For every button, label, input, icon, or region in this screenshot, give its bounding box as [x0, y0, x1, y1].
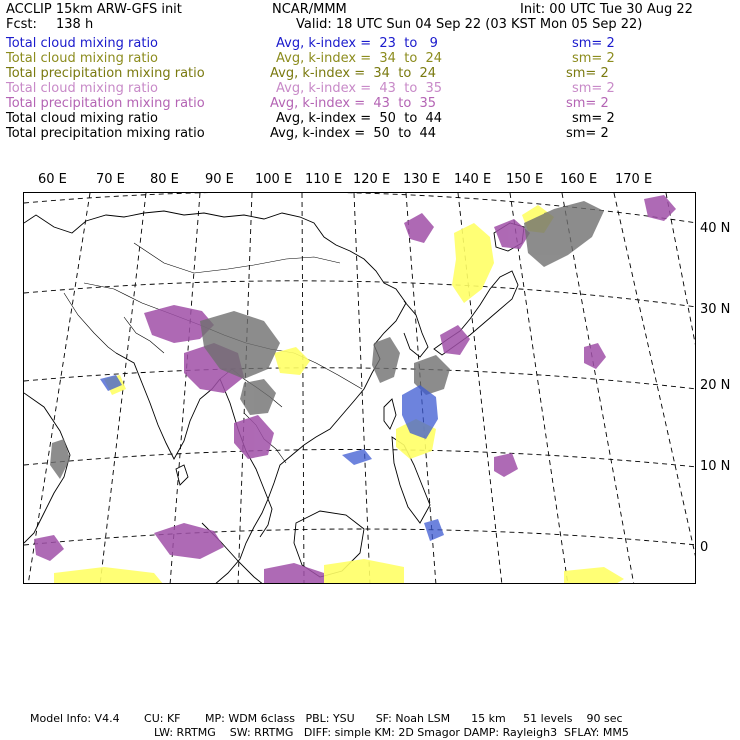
cloud-patch: [54, 567, 164, 584]
lat-label: 20 N: [700, 378, 731, 393]
meridian: [28, 193, 90, 584]
cloud-patch: [452, 223, 494, 303]
cloud-patch: [644, 195, 676, 221]
meridian: [562, 193, 634, 584]
field-name: Total cloud mixing ratio: [6, 51, 159, 66]
field-name: Total cloud mixing ratio: [6, 36, 159, 51]
field-avg: Avg, k-index = 43 to 35: [276, 81, 443, 96]
lat-label: 30 N: [700, 302, 731, 317]
lat-label: 10 N: [700, 459, 731, 474]
center-name: NCAR/MMM: [272, 2, 347, 17]
field-sm: sm= 2: [566, 126, 609, 141]
lon-label: 170 E: [615, 172, 653, 187]
cloud-patch: [494, 453, 518, 477]
field-name: Total cloud mixing ratio: [6, 111, 159, 126]
field-name: Total precipitation mixing ratio: [6, 96, 205, 111]
field-avg: Avg, k-index = 34 to 24: [276, 51, 443, 66]
lon-label: 120 E: [353, 172, 391, 187]
field-name: Total precipitation mixing ratio: [6, 66, 205, 81]
cloud-patch: [372, 337, 400, 383]
cloud-patch: [324, 559, 404, 584]
lon-label: 150 E: [506, 172, 544, 187]
lat-label: 0: [700, 540, 709, 555]
field-avg: Avg, k-index = 23 to 9: [276, 36, 438, 51]
field-avg: Avg, k-index = 50 to 44: [270, 126, 437, 141]
field-name: Total precipitation mixing ratio: [6, 126, 205, 141]
lon-label: 140 E: [454, 172, 492, 187]
cloud-patch: [34, 535, 64, 561]
cloud-patch: [240, 379, 276, 415]
field-sm: sm= 2: [566, 96, 609, 111]
asia-coastline: [24, 211, 406, 584]
lon-label: 70 E: [96, 172, 125, 187]
field-avg: Avg, k-index = 43 to 35: [270, 96, 437, 111]
border: [64, 293, 116, 353]
cloud-patch: [342, 449, 372, 465]
cloud-patch: [564, 567, 624, 584]
field-sm: sm= 2: [566, 66, 609, 81]
fcst-label: Fcst:: [6, 17, 37, 32]
parallel-30n: [24, 281, 696, 307]
lon-label: 100 E: [255, 172, 293, 187]
lon-label: 80 E: [150, 172, 179, 187]
meridian: [666, 193, 696, 353]
fcst-value: 138 h: [56, 17, 94, 32]
field-sm: sm= 2: [572, 81, 615, 96]
meridian: [354, 193, 370, 584]
cloud-patch: [50, 439, 70, 479]
map-canvas: [24, 193, 696, 584]
cloud-patch: [274, 347, 310, 375]
taiwan-coastline: [384, 399, 396, 429]
lon-label: 90 E: [205, 172, 234, 187]
cloud-patch: [404, 213, 434, 243]
field-avg: Avg, k-index = 34 to 24: [270, 66, 437, 81]
init-time: Init: 00 UTC Tue 30 Aug 22: [520, 2, 693, 17]
field-sm: sm= 2: [572, 51, 615, 66]
lon-label: 110 E: [305, 172, 343, 187]
parallel-20n: [24, 368, 696, 389]
lon-label: 60 E: [38, 172, 67, 187]
meridian: [614, 193, 696, 563]
lon-label: 130 E: [403, 172, 441, 187]
model-info-line1: Model Info: V4.4 CU: KF MP: WDM 6class PBL: YSU SF: Noah LSM 15 km 51 levels 90 sec: [30, 712, 623, 725]
field-name: Total cloud mixing ratio: [6, 81, 159, 96]
cloud-patch: [154, 523, 224, 559]
cloud-patch: [424, 519, 444, 541]
parallel-0: [24, 529, 696, 545]
map-panel: [23, 192, 696, 584]
model-info-line2: LW: RRTMG SW: RRTMG DIFF: simple KM: 2D Smagor DAMP: Rayleigh3 SFLAY: MM5: [154, 726, 629, 739]
field-sm: sm= 2: [572, 36, 615, 51]
lat-label: 40 N: [700, 221, 731, 236]
border: [134, 243, 340, 273]
model-title: ACCLIP 15km ARW-GFS init: [6, 2, 182, 17]
valid-time: Valid: 18 UTC Sun 04 Sep 22 (03 KST Mon 05 Sep 22): [296, 17, 643, 32]
cloud-patch: [264, 563, 324, 584]
cloud-patch: [234, 415, 274, 459]
meridian: [302, 193, 304, 584]
lon-label: 160 E: [560, 172, 598, 187]
field-avg: Avg, k-index = 50 to 44: [276, 111, 443, 126]
cloud-patch: [440, 325, 470, 355]
field-sm: sm= 2: [572, 111, 615, 126]
cloud-patch: [584, 343, 606, 369]
